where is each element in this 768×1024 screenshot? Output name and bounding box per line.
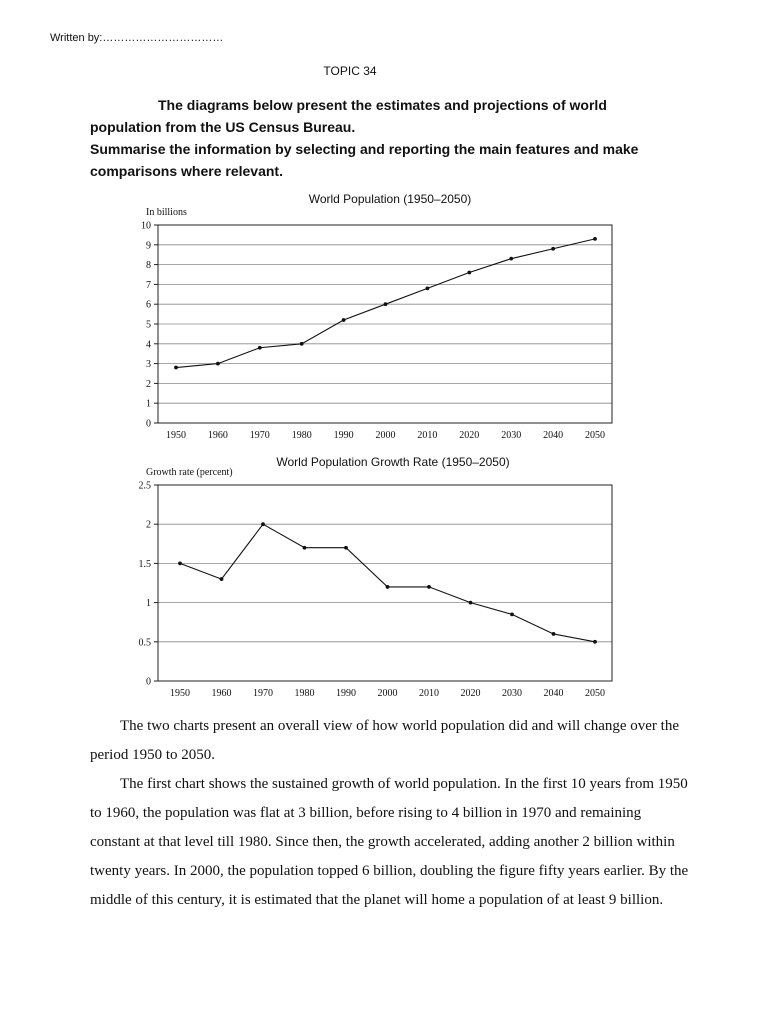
data-point xyxy=(593,640,597,644)
data-point xyxy=(384,302,388,306)
y-tick-label: 1 xyxy=(146,398,151,410)
y-axis-label: Growth rate (percent) xyxy=(146,467,233,478)
data-point xyxy=(510,612,514,616)
data-point xyxy=(551,247,555,251)
y-tick-label: 2 xyxy=(146,519,151,531)
x-tick-label: 2000 xyxy=(375,430,396,441)
data-point xyxy=(300,342,304,346)
essay-paragraph-2: The first chart shows the sustained growth of world population. In the first 10 years from 1950 to 1960, the population was flat at 3 billion, before rising to 4 billion in 1970 and remaining constant at that level till 1980. Since then, the growth accelerated, adding another 2 billion within twenty years. In 2000, the population topped 6 billion, doubling the figure fifty years earlier. By the middle of this century, it is estimated that the planet will home a population of at least 9 billion. xyxy=(90,776,689,908)
x-tick-label: 1970 xyxy=(253,688,273,699)
data-point xyxy=(509,257,513,261)
essay-paragraph-1: The two charts present an overall view of how world population did and will change over the period 1950 to 2050. xyxy=(90,718,680,763)
y-tick-label: 0 xyxy=(146,418,151,430)
x-tick-label: 1960 xyxy=(211,688,232,699)
data-point xyxy=(467,271,471,275)
y-tick-label: 1 xyxy=(146,598,151,610)
essay-text xyxy=(90,712,690,915)
x-tick-label: 2050 xyxy=(585,688,605,699)
x-tick-label: 1990 xyxy=(336,688,356,699)
data-point xyxy=(386,585,390,589)
x-tick-label: 1950 xyxy=(166,430,186,441)
written-by-line: Written by:…………………………… xyxy=(50,32,224,44)
data-point xyxy=(303,546,307,550)
y-tick-label: 8 xyxy=(146,260,151,272)
data-point xyxy=(216,362,220,366)
x-tick-label: 2020 xyxy=(459,430,480,441)
x-tick-label: 1980 xyxy=(291,430,312,441)
series-line xyxy=(180,524,595,642)
y-tick-label: 3 xyxy=(146,359,151,371)
prompt-line-2: Summarise the information by selecting and reporting the main features and make comparisons where relevant. xyxy=(90,141,639,179)
chart-title: World Population (1950–2050) xyxy=(308,192,472,206)
y-axis-label: In billions xyxy=(146,207,187,218)
x-tick-label: 2040 xyxy=(543,688,564,699)
y-tick-label: 7 xyxy=(146,279,151,291)
data-point xyxy=(342,318,346,322)
y-tick-label: 9 xyxy=(146,240,151,252)
x-tick-label: 2000 xyxy=(377,688,398,699)
task-prompt xyxy=(90,94,680,182)
x-tick-label: 2020 xyxy=(460,688,481,699)
x-tick-label: 2010 xyxy=(417,430,438,441)
chart-title: World Population Growth Rate (1950–2050) xyxy=(276,455,510,469)
data-point xyxy=(174,366,178,370)
x-tick-label: 2050 xyxy=(585,430,605,441)
y-tick-label: 10 xyxy=(141,220,151,232)
y-tick-label: 5 xyxy=(146,319,151,331)
x-tick-label: 2040 xyxy=(543,430,564,441)
topic-heading: TOPIC 34 xyxy=(323,64,377,78)
x-tick-label: 1950 xyxy=(170,688,190,699)
y-tick-label: 1.5 xyxy=(138,558,151,570)
data-point xyxy=(258,346,262,350)
data-point xyxy=(469,601,473,605)
y-tick-label: 6 xyxy=(146,299,151,311)
y-tick-label: 0 xyxy=(146,676,151,688)
x-tick-label: 1970 xyxy=(249,430,270,441)
x-tick-label: 2030 xyxy=(502,688,522,699)
y-tick-label: 2 xyxy=(146,378,151,390)
x-tick-label: 2030 xyxy=(501,430,522,441)
y-tick-label: 0.5 xyxy=(138,637,151,649)
prompt-line-1: The diagrams below present the estimates and projections of world population from the US Census Bureau. xyxy=(90,97,607,135)
plot-frame xyxy=(158,485,612,681)
world-population-chart xyxy=(0,185,768,445)
x-tick-label: 1960 xyxy=(207,430,228,441)
data-point xyxy=(344,546,348,550)
data-point xyxy=(552,632,556,636)
data-point xyxy=(220,577,224,581)
x-tick-label: 1980 xyxy=(294,688,315,699)
x-tick-label: 1990 xyxy=(333,430,354,441)
x-tick-label: 2010 xyxy=(419,688,439,699)
y-tick-label: 2.5 xyxy=(138,480,151,492)
data-point xyxy=(261,522,265,526)
data-point xyxy=(427,585,431,589)
y-tick-label: 4 xyxy=(146,339,151,351)
data-point xyxy=(178,562,182,566)
growth-rate-chart xyxy=(0,453,768,708)
data-point xyxy=(426,286,430,290)
data-point xyxy=(593,237,597,241)
